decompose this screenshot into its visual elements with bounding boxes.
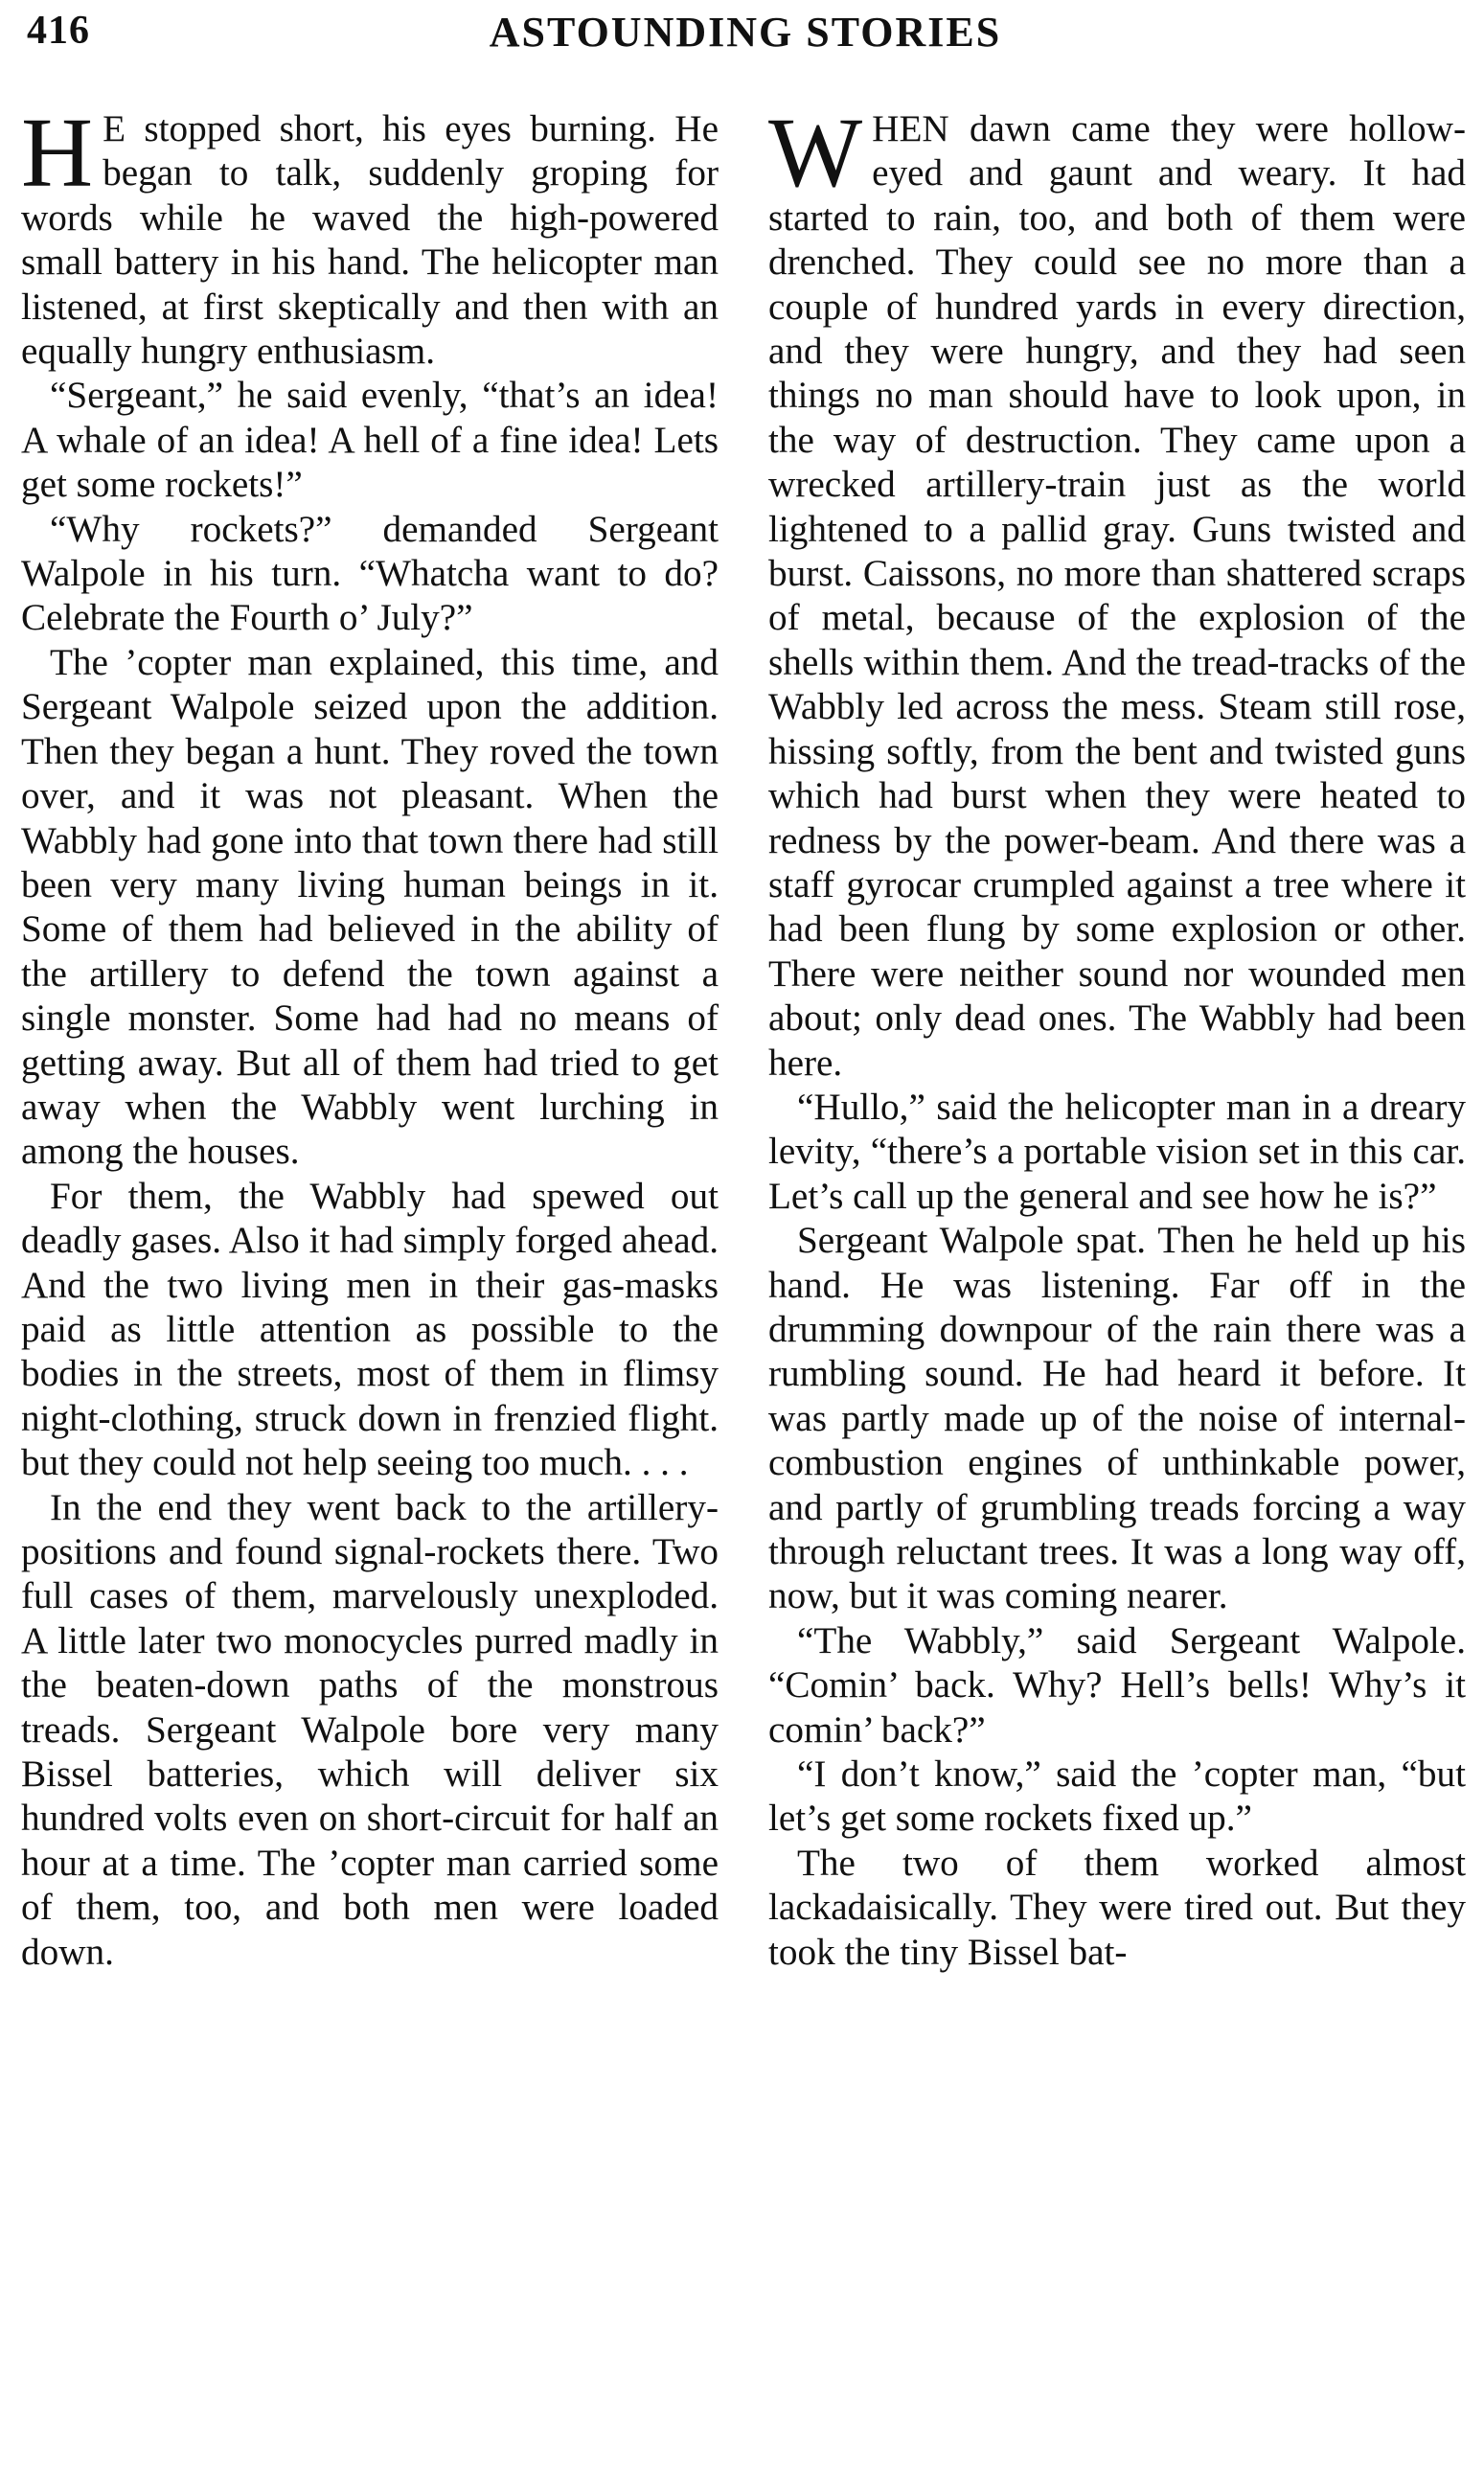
paragraph: “Why rockets?” demanded Sergeant Walpole in his turn. “Whatcha want to do? Celebrate the Fourth o’ July?” bbox=[21, 508, 719, 639]
paragraph-text: HEN dawn came they were hollow-eyed and gaunt and weary. It had started to rain, too, and both of them were drenched. They could see no more than a couple of hundred yards in every direction, and they were hungry, and they had seen things no man should have to look upon, in the way of destruction. They came upon a wrecked artillery-train just as the world lightened to a pallid gray. Guns twisted and burst. Caissons, no more than shattered scraps of metal, because of the explosion of the shells within them. And the tread-tracks of the Wabbly led across the mess. Steam still rose, hissing softly, from the bent and twisted guns which had burst when they were heated to redness by the power-beam. And there was a staff gyrocar crumpled against a tree where it had been flung by some explosion or other. There were neither sound nor wounded men about; only dead ones. The Wabbly had been here. bbox=[768, 108, 1466, 1084]
paragraph: “I don’t know,” said the ’copter man, “but let’s get some rockets fixed up.” bbox=[768, 1753, 1466, 1840]
drop-cap: W bbox=[768, 98, 863, 208]
left-column bbox=[21, 98, 719, 1975]
paragraph: The ’copter man explained, this time, and Sergeant Walpole seized upon the addition. Then they began a hunt. They roved the town over, and it was not pleasant. When the Wabbly had gone into that town there had still been very many living human beings in it. Some of them had believed in the ability of the artillery to defend the town against a single monster. Some had had no means of getting away. But all of them had tried to get away when the Wabbly went lurching in among the houses. bbox=[21, 641, 719, 1173]
paragraph-text: E stopped short, his eyes burning. He began to talk, suddenly groping for words while he waved the high-powered small battery in his hand. The helicopter man listened, at first skeptically and then with an equally hungry enthusiasm. bbox=[21, 108, 719, 373]
drop-cap: H bbox=[21, 98, 94, 208]
paragraph bbox=[21, 98, 719, 374]
paragraph: Sergeant Walpole spat. Then he held up his hand. He was listening. Far off in the drumming downpour of the rain there was a rumbling sound. He had heard it before. It was partly made up of the noise of internal-combustion engines of unthinkable power, and partly of grumbling treads forcing a way through reluctant trees. It was a long way off, now, but it was coming nearer. bbox=[768, 1220, 1466, 1617]
paragraph: For them, the Wabbly had spewed out deadly gases. Also it had simply forged ahead. And the two living men in their gas-masks paid as little attention as possible to the bodies in the streets, most of them in flimsy night-clothing, struck down in frenzied flight. but they could not help seeing too much. . . . bbox=[21, 1175, 719, 1484]
right-column bbox=[768, 98, 1466, 1975]
page-header bbox=[27, 8, 1464, 65]
paragraph: In the end they went back to the artillery-positions and found signal-rockets there. Two full cases of them, marvelously unexploded. A little later two monocycles purred madly in the beaten-down paths of the monstrous treads. Sergeant Walpole bore very many Bissel batteries, which will deliver six hundred volts even on short-circuit for half an hour at a time. The ’copter man carried some of them, too, and both men were loaded down. bbox=[21, 1486, 719, 1973]
paragraph bbox=[768, 98, 1466, 1086]
running-title: ASTOUNDING STORIES bbox=[489, 9, 1002, 56]
paragraph: “Hullo,” said the helicopter man in a dreary levity, “there’s a portable vision set in this car. Let’s call up the general and see how he is?” bbox=[768, 1086, 1466, 1217]
paragraph: “The Wabbly,” said Sergeant Walpole. “Comin’ back. Why? Hell’s bells! Why’s it comin’ back?” bbox=[768, 1619, 1466, 1751]
page-number: 416 bbox=[27, 9, 90, 53]
paragraph: The two of them worked almost lackadaisically. They were tired out. But they took the tiny Bissel bat- bbox=[768, 1842, 1466, 1973]
paragraph: “Sergeant,” he said evenly, “that’s an idea! A whale of an idea! A hell of a fine idea! Lets get some rockets!” bbox=[21, 375, 719, 506]
